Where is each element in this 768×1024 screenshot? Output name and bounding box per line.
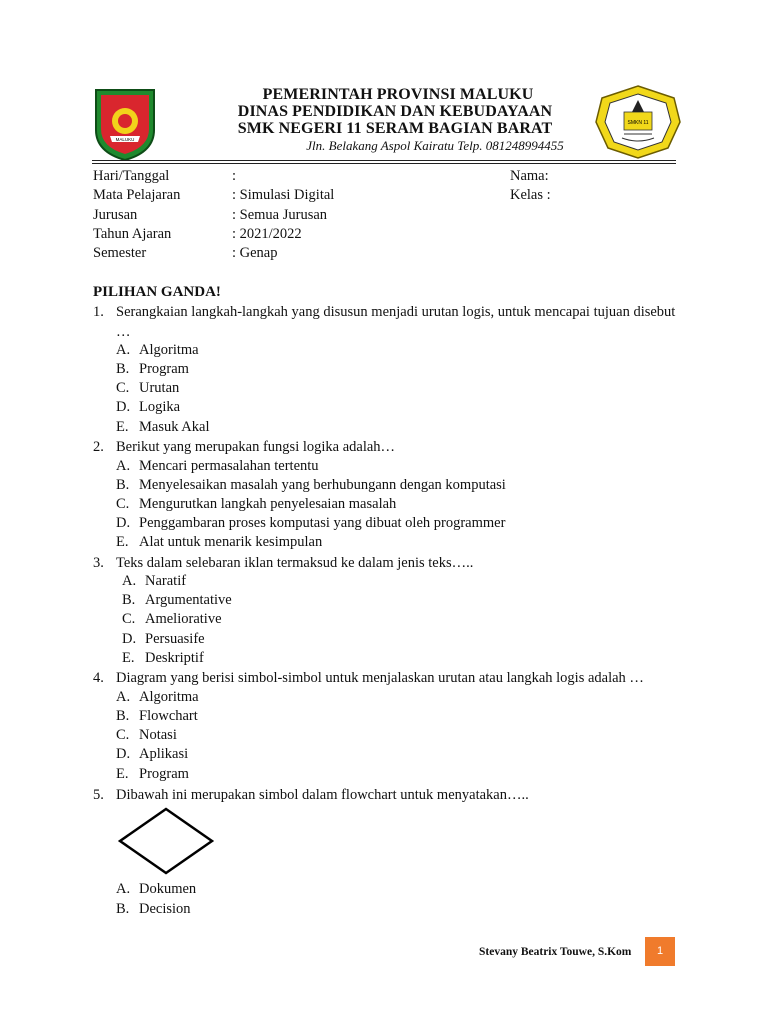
info-value: : <box>232 168 237 184</box>
option-letter: D. <box>116 515 131 531</box>
page-number: 1 <box>645 937 675 966</box>
question-number: 1. <box>93 304 104 320</box>
header-divider <box>92 160 676 161</box>
option-text: Flowchart <box>139 708 198 724</box>
option-text: Ameliorative <box>145 611 222 627</box>
right-logo-text: SMKN 11 <box>627 120 649 126</box>
question-number: 3. <box>93 555 104 571</box>
info-label: Tahun Ajaran <box>93 226 172 242</box>
option-letter: B. <box>122 592 136 608</box>
kelas-label: Kelas : <box>510 187 551 203</box>
option-text: Notasi <box>139 727 177 743</box>
letterhead <box>180 86 610 154</box>
option-letter: B. <box>116 708 130 724</box>
maluku-province-emblem-icon <box>92 86 158 162</box>
letterhead-address: Jln. Belakang Aspol Kairatu Telp. 081248994455 <box>306 138 564 153</box>
option-letter: B. <box>116 361 130 377</box>
option-text: Algoritma <box>139 689 199 705</box>
option-text: Mencari permasalahan tertentu <box>139 458 319 474</box>
letterhead-department: DINAS PENDIDIKAN DAN KEBUDAYAAN <box>237 103 553 120</box>
option-text: Menyelesaikan masalah yang berhubungann dengan komputasi <box>139 477 506 493</box>
flowchart-decision-diamond-icon <box>118 807 214 875</box>
option-letter: E. <box>116 534 129 550</box>
option-letter: C. <box>116 380 130 396</box>
option-letter: C. <box>116 727 130 743</box>
option-text: Decision <box>139 901 191 917</box>
header-divider-secondary <box>92 163 676 164</box>
option-letter: B. <box>116 901 130 917</box>
option-letter: E. <box>122 650 135 666</box>
option-text: Program <box>139 361 189 377</box>
info-value: : Genap <box>232 245 278 261</box>
question-text: Dibawah ini merupakan simbol dalam flowchart untuk menyatakan….. <box>116 787 529 803</box>
option-text: Program <box>139 766 189 782</box>
question-number: 5. <box>93 787 104 803</box>
option-letter: A. <box>116 342 131 358</box>
letterhead-government: PEMERINTAH PROVINSI MALUKU <box>262 86 534 103</box>
option-text: Penggambaran proses komputasi yang dibuat oleh programmer <box>139 515 506 531</box>
option-letter: A. <box>122 573 137 589</box>
option-text: Logika <box>139 399 181 415</box>
option-letter: D. <box>116 746 131 762</box>
info-value: : Simulasi Digital <box>232 187 335 203</box>
option-text: Masuk Akal <box>139 419 210 435</box>
section-title: PILIHAN GANDA! <box>93 284 221 300</box>
info-label: Mata Pelajaran <box>93 187 181 203</box>
option-text: Argumentative <box>145 592 232 608</box>
question-number: 4. <box>93 670 104 686</box>
option-letter: C. <box>122 611 136 627</box>
option-letter: D. <box>116 399 131 415</box>
info-label: Hari/Tanggal <box>93 168 170 184</box>
option-text: Deskriptif <box>145 650 204 666</box>
question-text: Serangkaian langkah-langkah yang disusun menjadi urutan logis, untuk mencapai tujuan disebut … <box>116 304 676 340</box>
option-text: Urutan <box>139 380 180 396</box>
option-text: Persuasife <box>145 631 205 647</box>
option-letter: C. <box>116 496 130 512</box>
question-text: Teks dalam selebaran iklan termaksud ke dalam jenis teks….. <box>116 555 474 571</box>
nama-label: Nama: <box>510 168 549 184</box>
left-logo-text: MALUKU <box>115 137 135 142</box>
option-letter: A. <box>116 881 131 897</box>
option-text: Algoritma <box>139 342 199 358</box>
option-letter: E. <box>116 419 129 435</box>
info-label: Semester <box>93 245 147 261</box>
info-value: : Semua Jurusan <box>232 207 328 223</box>
info-label: Jurusan <box>93 207 138 223</box>
question-text: Diagram yang berisi simbol-simbol untuk menjalaskan urutan atau langkah logis adalah … <box>116 670 644 686</box>
option-text: Dokumen <box>139 881 197 897</box>
letterhead-school: SMK NEGERI 11 SERAM BAGIAN BARAT <box>237 120 553 137</box>
option-letter: D. <box>122 631 137 647</box>
option-text: Naratif <box>145 573 187 589</box>
option-text: Aplikasi <box>139 746 189 762</box>
option-letter: E. <box>116 766 129 782</box>
option-letter: A. <box>116 458 131 474</box>
option-letter: B. <box>116 477 130 493</box>
question-text: Berikut yang merupakan fungsi logika adalah… <box>116 439 396 455</box>
info-value: : 2021/2022 <box>232 226 302 242</box>
option-text: Mengurutkan langkah penyelesaian masalah <box>139 496 397 512</box>
question-number: 2. <box>93 439 104 455</box>
option-letter: A. <box>116 689 131 705</box>
footer-author: Stevany Beatrix Touwe, S.Kom <box>479 946 632 958</box>
option-text: Alat untuk menarik kesimpulan <box>139 534 323 550</box>
